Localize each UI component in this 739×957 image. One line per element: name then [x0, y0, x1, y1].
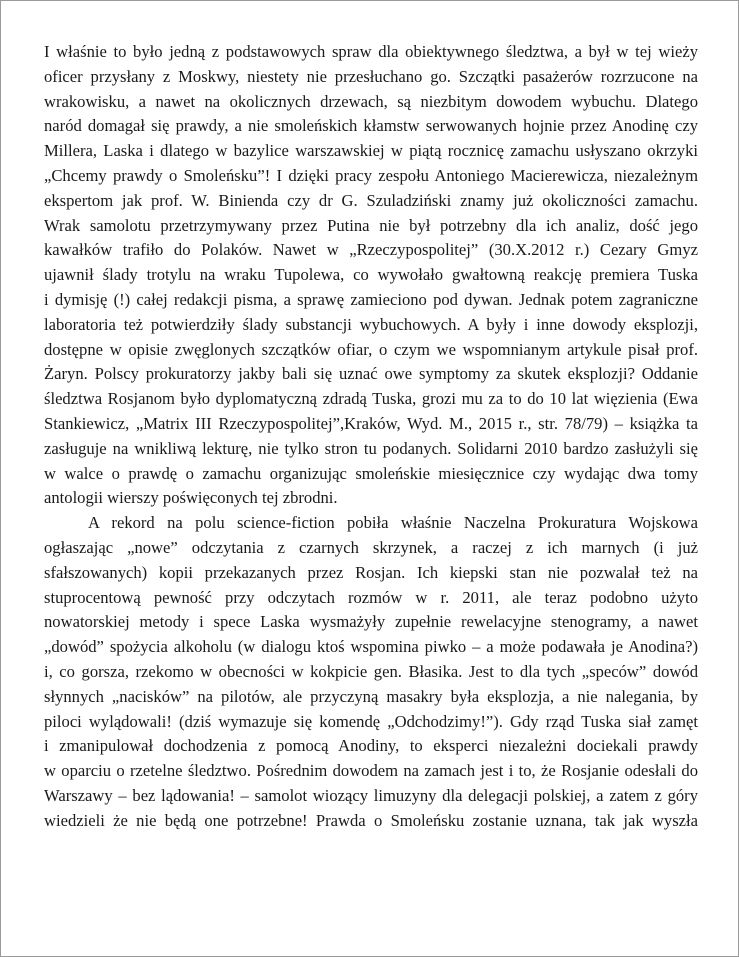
text-line: wiedzieli że nie będą one potrzebne! Prawda o Smoleńsku zostanie uznana, tak jak wyszła	[44, 810, 698, 830]
text-line: w walce o prawdę o zamachu organizując smoleńskie miesięcznice czy wydając dwa tomy	[44, 463, 698, 483]
text-line: kawałków trafiło do Polaków. Nawet w „Rzeczypospolitej” (30.X.2012 r.) Cezary Gmyz	[44, 240, 698, 260]
text-line: Millera, Laska i dlatego w bazylice warszawskiej w piątą rocznicę zamachu usłyszano okrzyki	[44, 141, 698, 161]
text-line: Żaryn. Polscy prokuratorzy jakby bali się uznać owe symptomy za skutek eksplozji? Oddanie	[44, 364, 698, 384]
text-line: „dowód” spożycia alkoholu (w dialogu ktoś wspomina piwko – a może podawała je Anodina?)	[44, 637, 698, 657]
text-line: i dymisję (!) całej redakcji pisma, a sprawę zamieciono pod dywan. Jednak potem zagraniczne	[44, 289, 698, 309]
text-line: antologii wierszy poświęconych tej zbrodni.	[44, 488, 338, 508]
text-line: i zmanipulował dochodzenia z pomocą Anodiny, to eksperci niezależni dociekali prawdy	[44, 736, 698, 756]
text-line: piloci wylądowali! (dziś wymazuje się komendę „Odchodzimy!”). Gdy rząd Tuska siał zamęt	[44, 711, 698, 731]
text-line: A rekord na polu science-fiction pobiła właśnie Naczelna Prokuratura Wojskowa	[88, 513, 698, 533]
text-line: dostępne w opisie zwęglonych szczątków ofiar, o czym we wspomnianym artykule pisał prof.	[44, 339, 698, 359]
text-line: zasługuje na wnikliwą lekturę, nie tylko stron tu podanych. Solidarni 2010 bardzo zasłużyli się	[44, 438, 698, 458]
text-line: Warszawy – bez lądowania! – samolot wiozący limuzyny dla delegacji polskiej, a zatem z góry	[44, 785, 698, 805]
text-line: wrakowisku, a nawet na okolicznych drzewach, są niezbitym dowodem wybuchu. Dlatego	[44, 91, 698, 111]
text-line: śledztwa Rosjanom było dyplomatyczną zdradą Tuska, grozi mu za to do 10 lat więzienia (Ewa	[44, 389, 698, 409]
paragraph-1	[44, 40, 698, 511]
paragraph-2	[44, 511, 698, 833]
text-line: Wrak samolotu przetrzymywany przez Putina nie był potrzebny dla ich analiz, dość jego	[44, 215, 698, 235]
text-line: I właśnie to było jedną z podstawowych spraw dla obiektywnego śledztwa, a był w tej wieży	[44, 42, 698, 61]
text-line: sfałszowanych) kopii przekazanych przez Rosjan. Ich kiepski stan nie pozwalał też na	[44, 562, 698, 582]
text-line: oficer przysłany z Moskwy, niestety nie przesłuchano go. Szczątki pasażerów rozrzucone na	[44, 66, 698, 86]
document-body	[44, 40, 698, 834]
text-line: ogłaszając „nowe” odczytania z czarnych skrzynek, a raczej z ich marnych (i już	[44, 537, 698, 557]
text-line: Stankiewicz, „Matrix III Rzeczypospolitej”,Kraków, Wyd. M., 2015 r., str. 78/79) – książka ta	[44, 413, 698, 433]
text-line: „Chcemy prawdy o Smoleńsku”! I dzięki pracy zespołu Antoniego Macierewicza, niezależnym	[44, 165, 698, 185]
text-line: laboratoria też potwierdziły ślady substancji wybuchowych. A były i inne dowody eksplozji,	[44, 314, 698, 334]
text-line: stuprocentową pewność przy odczytach rozmów w r. 2011, ale teraz podobno użyto	[44, 587, 698, 607]
text-line: ujawnił ślady trotylu na wraku Tupolewa, co wywołało gwałtowną reakcję premiera Tuska	[44, 265, 698, 285]
text-line: słynnych „nacisków” na pilotów, ale przyczyną masakry była eksplozja, a nie nalegania, by	[44, 686, 698, 706]
text-line: w oparciu o rzetelne śledztwo. Pośrednim dowodem na zamach jest i to, że Rosjanie odesłali do	[44, 761, 698, 781]
text-line: nowatorskiej metody i spece Laska wysmażyły zupełnie rewelacyjne stenogramy, a nawet	[44, 612, 698, 632]
text-line: i, co gorsza, rzekomo w obecności w kokpicie gen. Błasika. Jest to dla tych „speców” dowód	[44, 661, 698, 681]
text-line: naród domagał się prawdy, a nie smoleńskich kłamstw serwowanych hojnie przez Anodinę czy	[44, 116, 698, 136]
text-line: ekspertom jak prof. W. Binienda czy dr G. Szuladziński znamy już okoliczności zamachu.	[44, 190, 698, 210]
